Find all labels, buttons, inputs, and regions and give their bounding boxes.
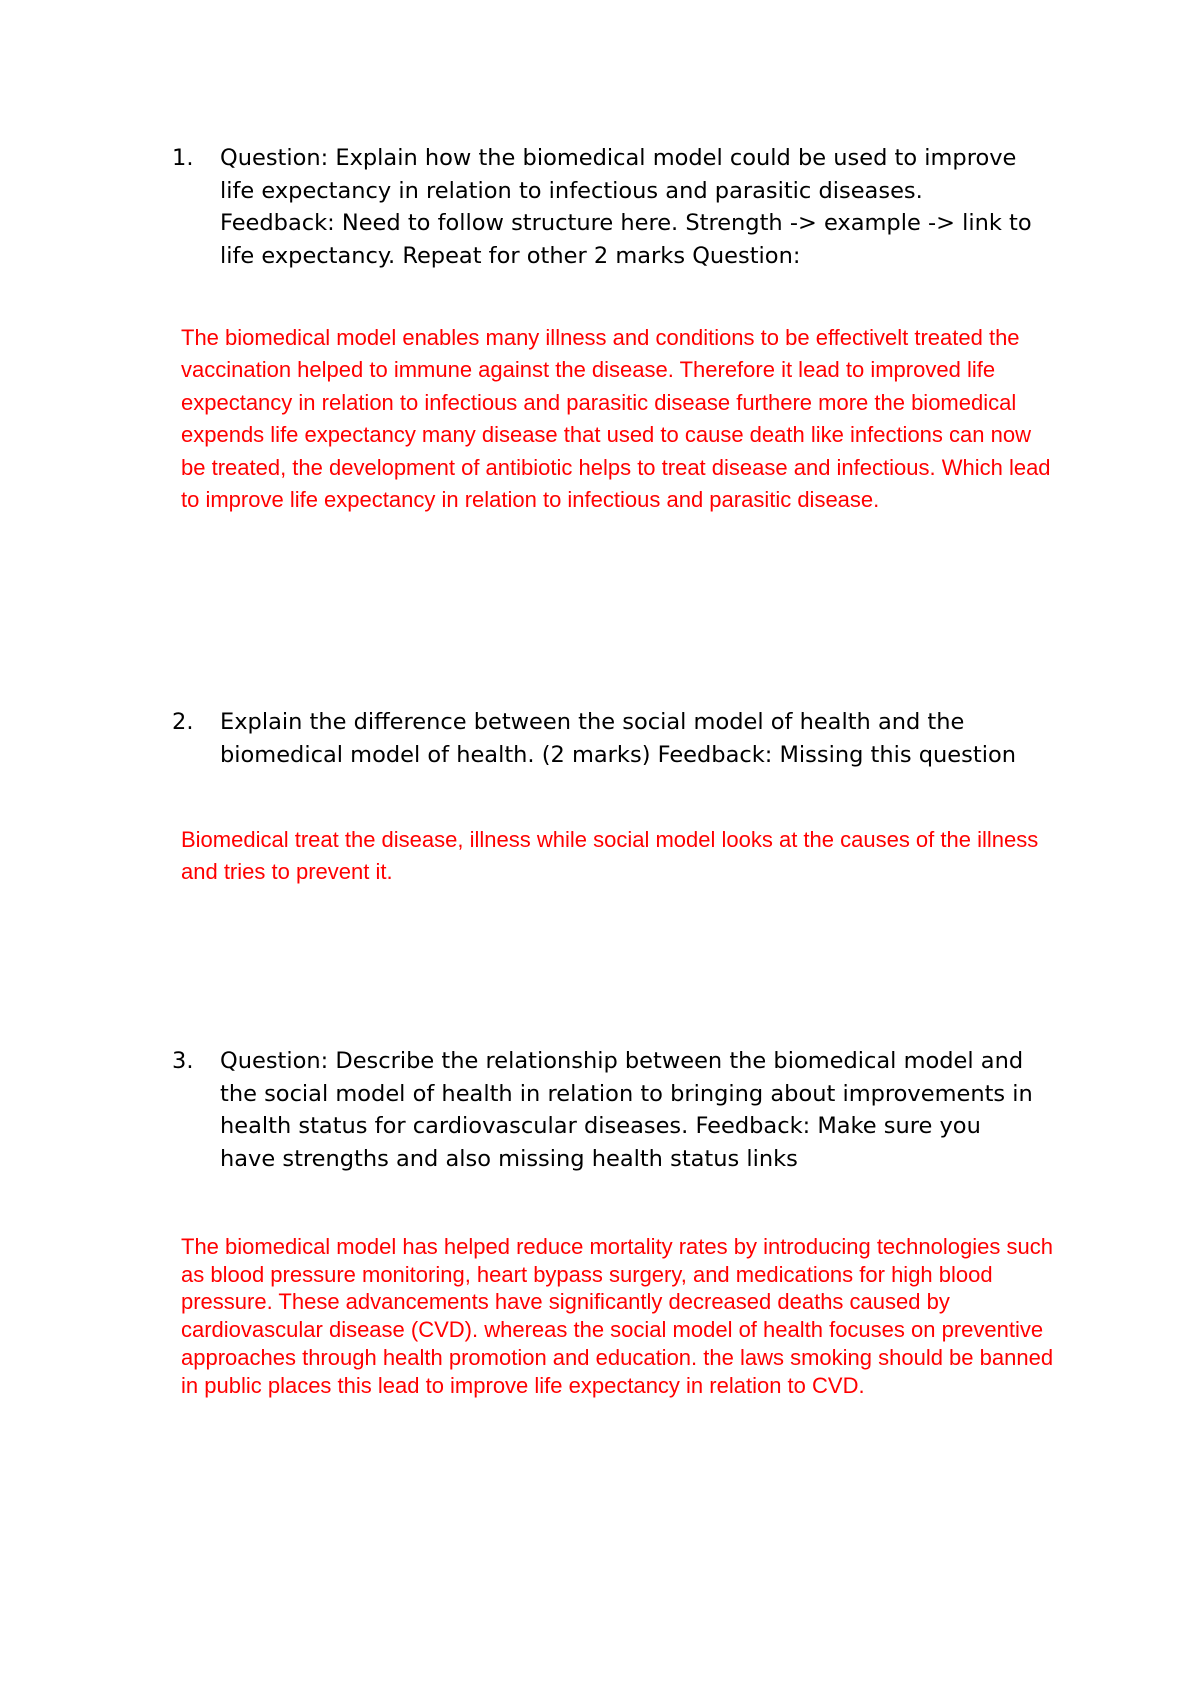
answer-2: Biomedical treat the disease, illness while social model looks at the causes of the illness and tries to prevent it. [181,827,1039,885]
answer-3: The biomedical model has helped reduce mortality rates by introducing technologies such as blood pressure monitoring, heart bypass surgery, and medications for high blood pressure. These advancements have significantly decreased deaths caused by cardiovascular disease (CVD). whereas the social model of health focuses on preventive approaches through health promotion and education. the laws smoking should be banned in public places this lead to improve life expectancy in relation to CVD. [181,1234,1054,1398]
question-1-number: 1. [172,145,194,171]
question-3-text: Question: Describe the relationship between the biomedical model and the social model of health in relation to bringing about improvements in health status for cardiovascular diseases. Feedback: Make sure you have strengths and also missing health status links [220,1048,1033,1172]
answer-1: The biomedical model enables many illness and conditions to be effectivelt treated the vaccination helped to immune against the disease. Therefore it lead to improved life expectancy in relation to infectious and parasitic disease furthere more the biomedical expends life expectancy many disease that used to cause death like infections can now be treated, the development of antibiotic helps to treat disease and infectious. Which lead to improve life expectancy in relation to infectious and parasitic disease. [181,325,1051,513]
question-2-text: Explain the difference between the social model of health and the biomedical model of health. (2 marks) Feedback: Missing this question [220,709,1016,768]
question-1 [172,142,1042,272]
question-1-text: Question: Explain how the biomedical model could be used to improve life expectancy in relation to infectious and parasitic diseases. Feedback: Need to follow structure here. Strength -> example -> link to life expectancy. Repeat for other 2 marks Question: [220,145,1032,269]
question-2-number: 2. [172,709,194,735]
question-2 [172,706,1042,771]
question-3 [172,1045,1042,1175]
question-3-number: 3. [172,1048,194,1074]
